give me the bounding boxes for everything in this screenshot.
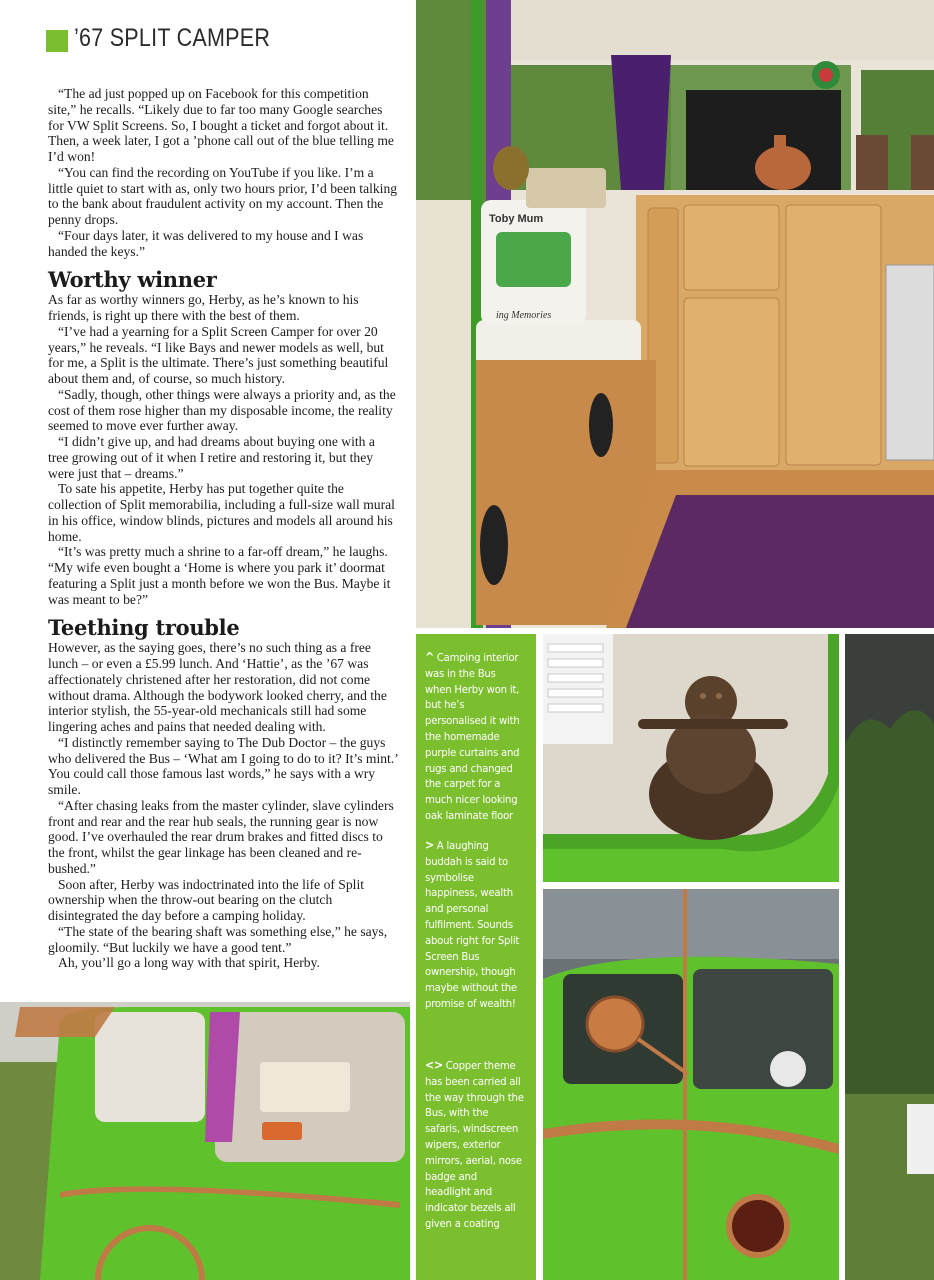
cushion-text: Toby Mum bbox=[489, 213, 544, 225]
paragraph: “I’ve had a yearning for a Split Screen Camper for over 20 years,” he reveals. “I like Bays and newer models as well, but for me, a Split is the ultimate. There’s just something beautiful about them and, of course, so much history. bbox=[48, 323, 389, 386]
paragraph: “It’s was pretty much a shrine to a far-off dream,” he laughs. “My wife even bought a ‘Home is where you park it’ doormat featuring a Split just a month before we won the Bus. Maybe it was meant to be?” bbox=[48, 544, 391, 607]
paragraph: “After chasing leaks from the master cylinder, slave cylinders front and rear and the rear hub seals, the running gear is now good. I’ve overhauled the rear drum brakes and fitted discs to the front, whilst the gear linkage has been cleaned and re-bushed.” bbox=[48, 797, 394, 876]
paragraph: As far as worthy winners go, Herby, as he’s known to his friends, is right up there with the best of them. bbox=[48, 292, 359, 323]
chevron-up-icon: ^ bbox=[425, 650, 435, 664]
section-marker bbox=[46, 30, 68, 52]
paragraph: “You can find the recording on YouTube if you like. I’m a little quiet to start with as, only two hours prior, I’d been talking to the bank about fraudulent activity on my account. Then the penny drops. bbox=[48, 164, 398, 227]
paragraph: Ah, you’ll go a long way with that spirit, Herby. bbox=[58, 955, 320, 971]
caption-buddha: > A laughing buddah is said to symbolise happiness, wealth and personal fulfilment. Sounds about right for Split Screen Bus ownership, though maybe without the promise of wealth! bbox=[425, 838, 520, 1010]
mirror-photo bbox=[543, 889, 839, 1280]
caption-copper: <> Copper theme has been carried all the way through the Bus, with the safaris, windscreen wipers, exterior mirrors, aerial, nose badge and headlight and indicator bezels all given a coating bbox=[425, 1058, 524, 1230]
page-section-title: ’67 SPLIT CAMPER bbox=[74, 24, 271, 52]
chevron-left-right-icon: <> bbox=[425, 1058, 444, 1072]
paragraph: “Sadly, though, other things were always a priority and, as the cost of them rose higher than my disposable income, the reality seemed to move ever further away. bbox=[48, 386, 396, 434]
paragraph: To sate his appetite, Herby has put together quite the collection of Split memorabilia, including a full-size wall mural in his office, window blinds, pictures and models all around his home. bbox=[48, 481, 395, 544]
caption-panel bbox=[416, 634, 536, 1280]
chevron-right-icon: > bbox=[425, 838, 435, 852]
paragraph: “I distinctly remember saying to The Dub Doctor – the guys who delivered the Bus – ‘What am I going to do to it? It’s mint.’ You could call those famous last words,” he says with a wry smile. bbox=[48, 734, 398, 797]
paragraph: Soon after, Herby was indoctrinated into the life of Split ownership when the throw-out bearing on the clutch disintegrated the day before a camping holiday. bbox=[48, 876, 364, 923]
bus-side-photo bbox=[0, 1002, 410, 1280]
trees-photo bbox=[845, 634, 934, 1280]
paragraph: “I didn’t give up, and had dreams about buying one with a tree growing out of it when I retire and restoring it, but they were just that – dreams.” bbox=[48, 434, 375, 481]
buddha-photo bbox=[543, 634, 839, 882]
subheading-teething-trouble: Teething trouble bbox=[48, 615, 240, 641]
paragraph: “The state of the bearing shaft was something else,” he says, gloomily. “But luckily we have a good tent.” bbox=[48, 923, 388, 955]
caption-interior: ^ Camping interior was in the Bus when Herby won it, but he’s personalised it with the homemade purple curtains and rugs and changed the carpet for a much nicer looking oak laminate floor bbox=[425, 650, 520, 822]
paragraph: However, as the saying goes, there’s no such thing as a free lunch – or even a £5.99 lunch. And ‘Hattie’, as the ’67 was affectionately christened after her restoration, did not come without drama. Although the bodywork looked cherry, and the interior stylish, the 55-year-old mechanicals still had some lingering aches and pains that needed dealing with. bbox=[48, 640, 387, 734]
cushion-text: ing Memories bbox=[496, 310, 552, 321]
article-body bbox=[48, 86, 398, 971]
interior-photo bbox=[416, 0, 934, 628]
subheading-worthy-winner: Worthy winner bbox=[48, 267, 217, 293]
paragraph: “Four days later, it was delivered to my house and I was handed the keys.” bbox=[48, 227, 364, 259]
paragraph: “The ad just popped up on Facebook for this competition site,” he recalls. “Likely due to far too many Google searches for VW Split Screens. So, I bought a ticket and forgot about it. Then, a week later, I got a ’phone call out of the blue telling me I’d won! bbox=[48, 86, 394, 164]
